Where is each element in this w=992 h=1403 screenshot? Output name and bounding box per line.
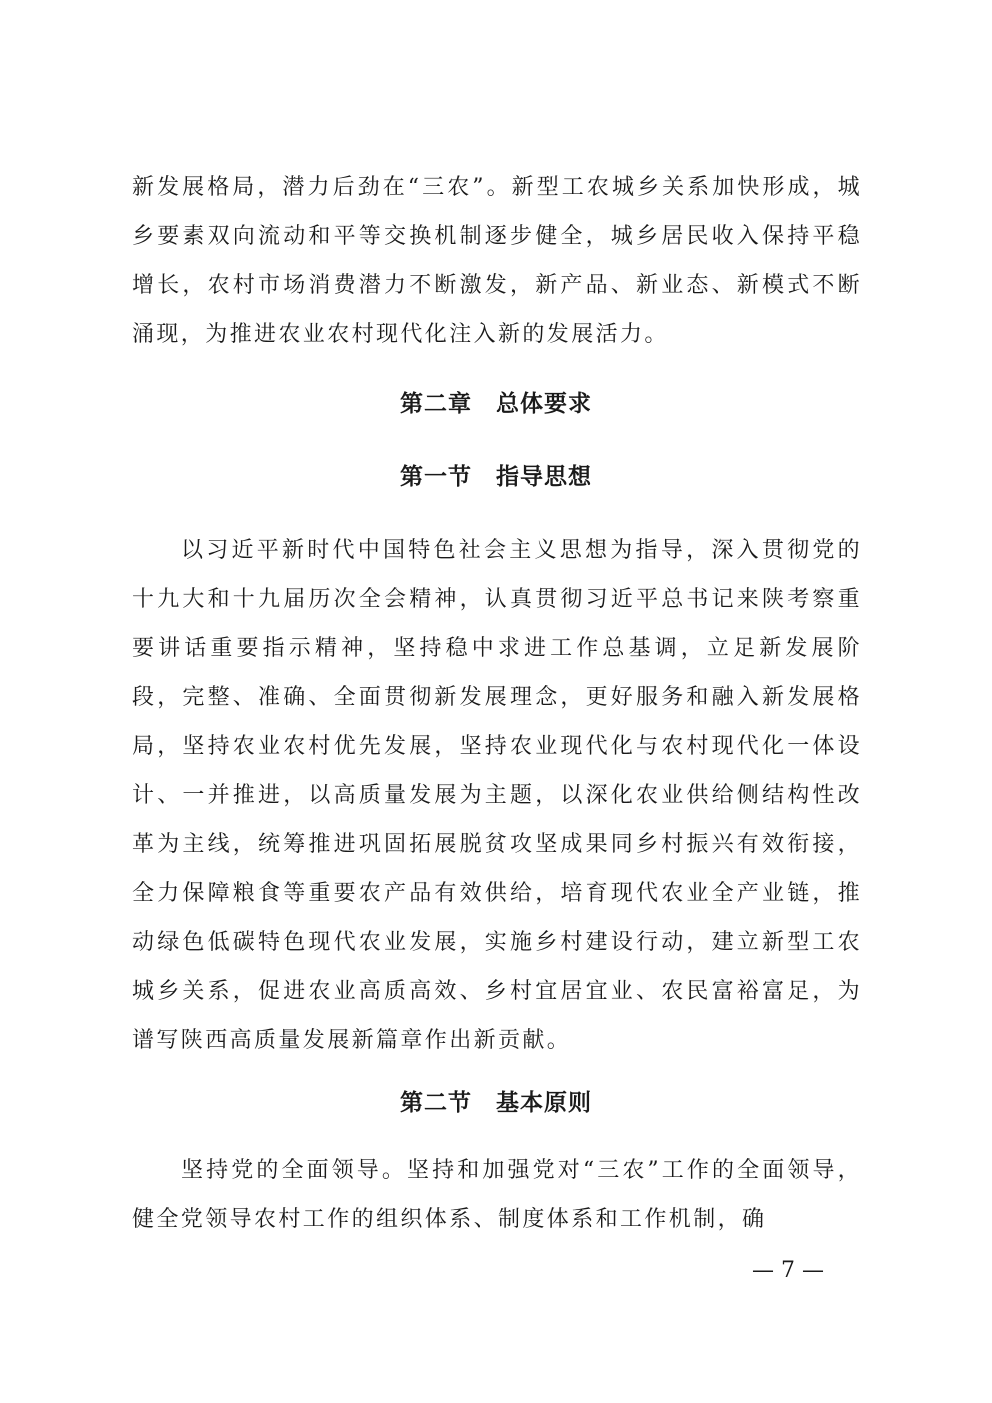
paragraph-party-leadership: 坚持党的全面领导。坚持和加强党对“三农”工作的全面领导，健全党领导农村工作的组织体系、制度体系和工作机制，确 bbox=[132, 1158, 862, 1232]
paragraph-intro: 新发展格局，潜力后劲在“三农”。新型工农城乡关系加快形成，城乡要素双向流动和平等交换机制逐步健全，城乡居民收入保持平稳增长，农村市场消费潜力不断激发，新产品、新业态、新模式不断涌现，为推进农业农村现代化注入新的发展活力。 bbox=[132, 175, 862, 347]
paragraph-guiding-thought: 以习近平新时代中国特色社会主义思想为指导，深入贯彻党的十九大和十九届历次全会精神，认真贯彻习近平总书记来陕考察重要讲话重要指示精神，坚持稳中求进工作总基调，立足新发展阶段，完整、准确、全面贯彻新发展理念，更好服务和融入新发展格局，坚持农业农村优先发展，坚持农业现代化与农村现代化一体设计、一并推进，以高质量发展为主题，以深化农业供给侧结构性改革为主线，统筹推进巩固拓展脱贫攻坚成果同乡村振兴有效衔接，全力保障粮食等重要农产品有效供给，培育现代农业全产业链，推动绿色低碳特色现代农业发展，实施乡村建设行动，建立新型工农城乡关系，促进农业高质高效、乡村宜居宜业、农民富裕富足，为谱写陕西高质量发展新篇章作出新贡献。 bbox=[132, 538, 862, 1053]
section-heading-basic-principles: 第二节 基本原则 bbox=[400, 1090, 592, 1116]
section-heading-guiding-thought: 第一节 指导思想 bbox=[400, 464, 592, 490]
page-number: — 7 — bbox=[752, 1258, 824, 1283]
chapter-heading: 第二章 总体要求 bbox=[400, 391, 592, 417]
